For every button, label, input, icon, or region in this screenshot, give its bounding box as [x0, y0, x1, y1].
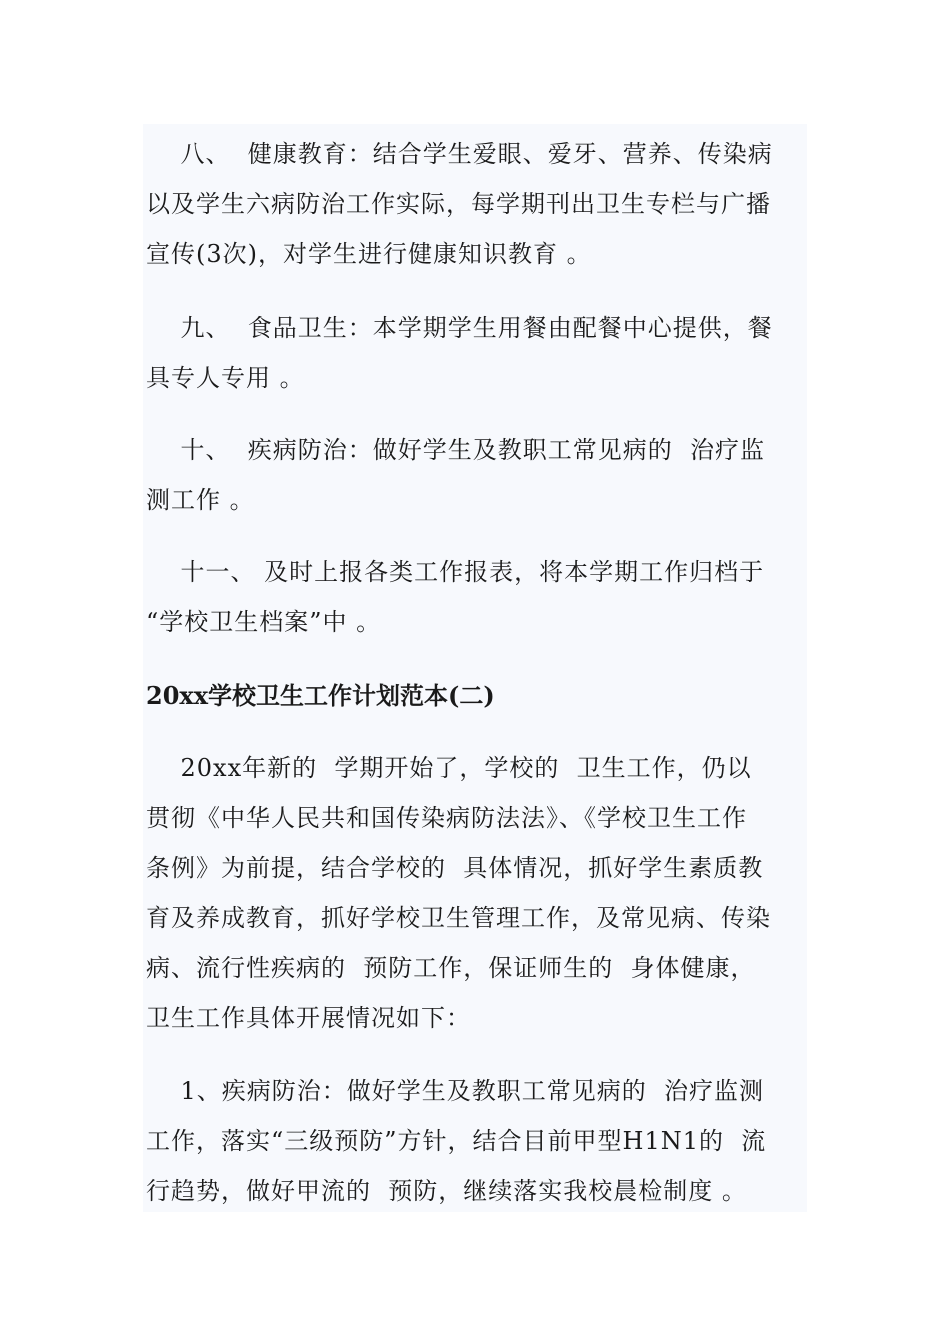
text-line: 行趋势，做好甲流的 预防，继续落实我校晨检制度 。 [146, 1177, 747, 1205]
paragraph-intro [146, 743, 801, 1043]
paragraph-report-archive [146, 547, 801, 647]
paragraph-health-education [146, 129, 801, 279]
text-line: 九、 食品卫生：本学期学生用餐由配餐中心提供，餐 [146, 314, 773, 342]
text-line: 卫生工作具体开展情况如下： [146, 1004, 471, 1032]
text-highlight-block [143, 124, 807, 1212]
paragraph-food-hygiene [146, 303, 801, 403]
text-line: 条例》为前提，结合学校的 具体情况，抓好学生素质教 [146, 854, 764, 882]
text-line: 测工作 。 [146, 486, 255, 514]
text-line: 1、疾病防治：做好学生及教职工常见病的 治疗监测 [146, 1077, 765, 1105]
text-line: 工作，落实“三级预防”方针，结合目前甲型H1N1的 流 [146, 1127, 767, 1155]
text-line: “学校卫生档案”中 。 [146, 608, 382, 636]
text-line: 宣传(3次)，对学生进行健康知识教育 。 [146, 240, 592, 268]
text-line: 十、 疾病防治：做好学生及教职工常见病的 治疗监 [146, 436, 766, 464]
section-heading: 20xx学校卫生工作计划范本(二) [146, 681, 495, 710]
text-line: 八、 健康教育：结合学生爱眼、爱牙、营养、传染病 [146, 140, 773, 168]
text-line: 具专人专用 。 [146, 364, 305, 392]
text-line: 20xx年新的 学期开始了，学校的 卫生工作，仍以 [146, 754, 752, 782]
text-line: 育及养成教育，抓好学校卫生管理工作，及常见病、传染 [146, 904, 771, 932]
text-line: 十一、 及时上报各类工作报表，将本学期工作归档于 [146, 558, 765, 586]
paragraph-item-1 [146, 1066, 801, 1216]
paragraph-disease-prevention [146, 425, 801, 525]
text-line: 以及学生六病防治工作实际，每学期刊出卫生专栏与广播 [146, 190, 771, 218]
text-line: 病、流行性疾病的 预防工作，保证师生的 身体健康， [146, 954, 756, 982]
text-line: 贯彻《中华人民共和国传染病防法法》、《学校卫生工作 [146, 804, 747, 832]
